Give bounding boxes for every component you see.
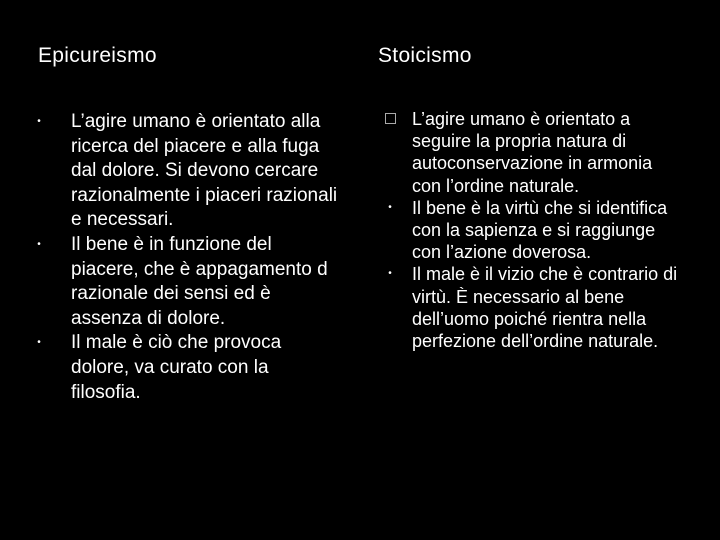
list-item-text: Il male è il vizio che è contrario di virtù. È necessario al bene dell’uomo poiché rientra nella perfezione dell’ordine naturale. bbox=[412, 264, 678, 352]
list-item-text: L’agire umano è orientato alla ricerca del piacere e alla fuga dal dolore. Si devono cercare razionalmente i piaceri razionali e necessari. bbox=[71, 111, 338, 231]
checkbox-icon bbox=[380, 108, 400, 133]
bullet-icon: • bbox=[37, 238, 41, 250]
epicureismo-list bbox=[38, 110, 338, 405]
list-item bbox=[38, 110, 338, 233]
stoicismo-heading: Stoicismo bbox=[378, 44, 472, 67]
list-item bbox=[38, 331, 338, 405]
bullet-icon: • bbox=[37, 116, 41, 127]
list-item-text: L’agire umano è orientato a seguire la propria natura di autoconservazione in armonia con l’ordine naturale. bbox=[412, 109, 653, 196]
list-item bbox=[378, 108, 678, 197]
bullet-icon: • bbox=[388, 201, 392, 213]
list-item bbox=[378, 197, 678, 264]
list-item bbox=[378, 263, 678, 352]
epicureismo-heading: Epicureismo bbox=[38, 44, 157, 67]
list-item-text: Il bene è in funzione del piacere, che è appagamento d razionale dei sensi ed è assenza di dolore. bbox=[71, 233, 328, 329]
stoicismo-list bbox=[378, 108, 678, 352]
bullet-icon: • bbox=[37, 337, 41, 349]
list-item-text: Il bene è la virtù che si identifica con la sapienza e si raggiunge con l’azione doverosa. bbox=[412, 197, 668, 263]
list-item bbox=[38, 233, 338, 331]
list-item-text: Il male è ciò che provoca dolore, va curato con la filosofia. bbox=[71, 332, 282, 403]
bullet-icon: • bbox=[388, 268, 392, 280]
